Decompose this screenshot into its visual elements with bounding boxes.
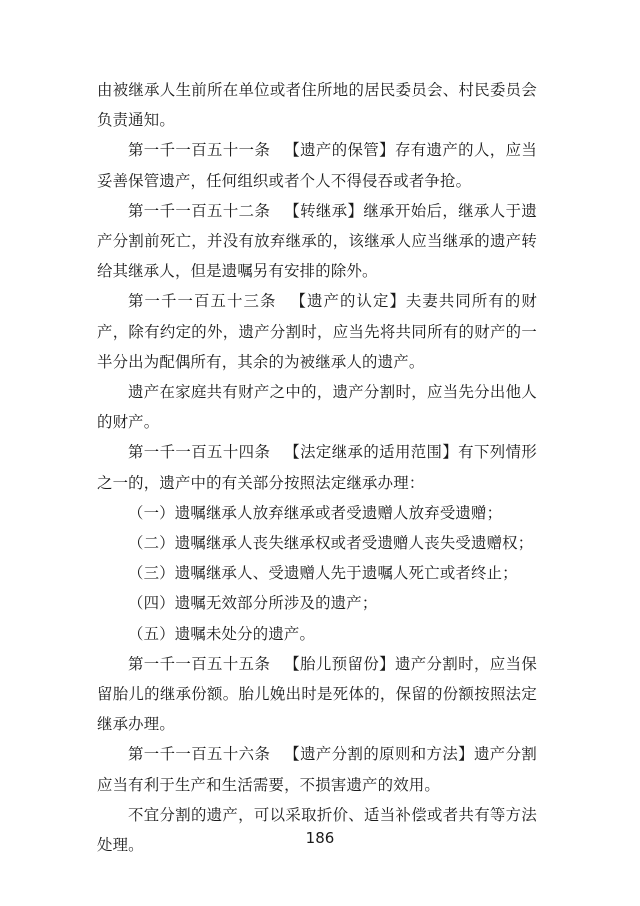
- list-item: [97, 588, 537, 618]
- article-number: 第一千一百五十四条: [128, 443, 271, 462]
- paragraph-text: 【遗产的认定】夫妻共同所有的财产，除有约定的外，遗产分割时，应当先将共同所有的财产的一半分出为配偶所有，其余的为被继承人的遗产。: [97, 292, 537, 371]
- paragraph-text: 【转继承】继承开始后，继承人于遗产分割前死亡，并没有放弃继承的，该继承人应当继承的遗产转给其继承人，但是遗嘱另有安排的除外。: [97, 201, 537, 281]
- list-item-text: （一）遗嘱继承人放弃继承或者受遗赠人放弃受遗赠；: [128, 503, 503, 522]
- document-body: [97, 75, 537, 860]
- article-1152: [97, 196, 537, 287]
- page-number: 186: [305, 829, 335, 847]
- list-item: [97, 619, 537, 649]
- paragraph-text: 【法定继承的适用范围】有下列情形之一的，遗产中的有关部分按照法定继承办理：: [97, 443, 537, 492]
- article-1155: [97, 649, 537, 740]
- list-item-text: （三）遗嘱继承人、受遗赠人先于遗嘱人死亡或者终止；: [128, 564, 518, 583]
- article-1153: [97, 286, 537, 377]
- article-number: 第一千一百五十三条: [128, 292, 277, 311]
- paragraph-text: 遗产在家庭共有财产之中的，遗产分割时，应当先分出他人的财产。: [97, 383, 537, 432]
- list-item-text: （四）遗嘱无效部分所涉及的遗产；: [128, 594, 378, 613]
- paragraph-text: 不宜分割的遗产，可以采取折价、适当补偿或者共有等方法处理。: [97, 805, 537, 855]
- list-item-text: （五）遗嘱未处分的遗产。: [128, 624, 316, 643]
- list-item: [97, 528, 537, 558]
- list-item: [97, 558, 537, 588]
- paragraph-continuation: [97, 75, 537, 135]
- article-1151: [97, 135, 537, 195]
- article-number: 第一千一百五十二条: [128, 201, 271, 220]
- paragraph-text: 【遗产分割的原则和方法】遗产分割应当有利于生产和生活需要，不损害遗产的效用。: [97, 745, 537, 794]
- article-number: 第一千一百五十一条: [128, 141, 271, 160]
- list-item: [97, 498, 537, 528]
- article-number: 第一千一百五十六条: [128, 745, 271, 764]
- paragraph-text: 【遗产的保管】存有遗产的人，应当妥善保管遗产，任何组织或者个人不得侵吞或者争抢。: [97, 141, 537, 190]
- list-item-text: （二）遗嘱继承人丧失继承权或者受遗赠人丧失受遗赠权；: [128, 534, 534, 553]
- article-1156: [97, 739, 537, 799]
- paragraph-text: 由被继承人生前所在单位或者住所地的居民委员会、村民委员会负责通知。: [97, 81, 537, 130]
- article-1154: [97, 437, 537, 497]
- paragraph-text: 【胎儿预留份】遗产分割时，应当保留胎儿的继承份额。胎儿娩出时是死体的，保留的份额按照法定继承办理。: [97, 654, 537, 734]
- article-1153-paragraph-2: [97, 377, 537, 437]
- article-number: 第一千一百五十五条: [128, 654, 271, 673]
